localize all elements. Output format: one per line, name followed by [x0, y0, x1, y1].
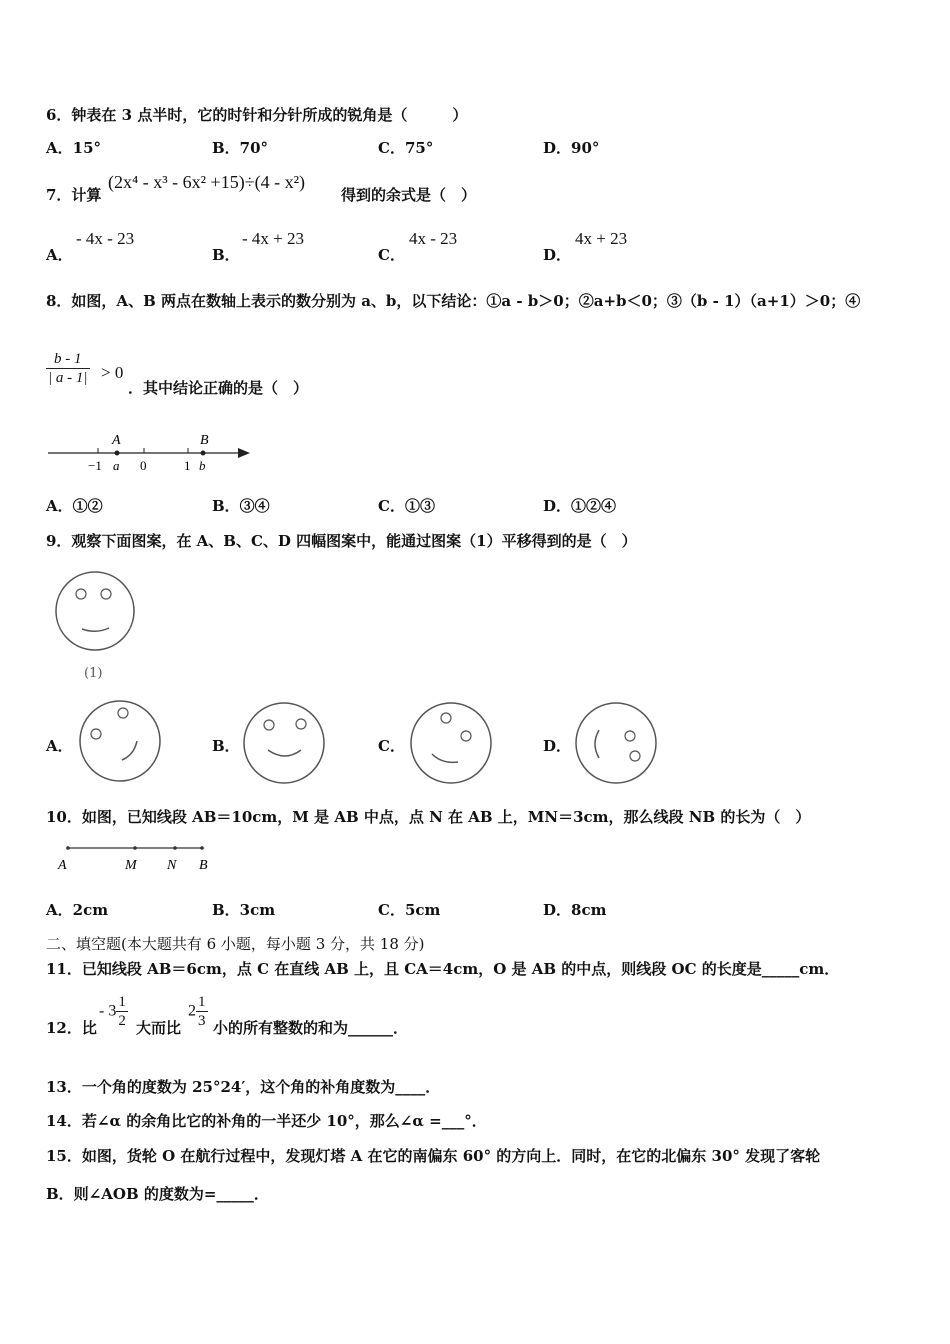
q7-suffix: 得到的余式是（ ）: [341, 186, 477, 204]
q8-fraction-numerator: b - 1: [46, 350, 90, 369]
face-outline: [411, 703, 491, 783]
q7-option-c-letter: C．: [378, 246, 405, 264]
q11-stem: 11．已知线段 AB＝6cm，点 C 在直线 AB 上，且 CA＝4cm，O 是 AB 的中点，则线段 OC 的长度是_____cm．: [46, 960, 840, 978]
q8-fraction-denominator: | a - 1|: [48, 370, 88, 386]
q10-option-b: B．3cm: [212, 901, 276, 919]
q7-option-d-value: 4x + 23: [575, 229, 628, 248]
tick-label-zero: 0: [140, 458, 147, 473]
q12-mixed-number-1: [99, 993, 128, 1030]
q13-stem: 13．一个角的度数为 25°24′，这个角的补角度数为____．: [46, 1078, 441, 1096]
q12-n2-whole: 2: [188, 1002, 196, 1020]
face-outline: [56, 572, 134, 650]
q12-n1-whole: - 3: [99, 1002, 117, 1020]
tick-label-minus-one: −1: [88, 458, 102, 473]
q8-option-b: B．③④: [212, 497, 270, 515]
q6-option-c: C．75°: [378, 139, 434, 157]
q9-option-d-face: [575, 702, 659, 786]
q7-option-a-value: - 4x - 23: [76, 229, 135, 248]
mouth: [595, 730, 599, 758]
q7-option-b-value: - 4x + 23: [242, 229, 304, 248]
q8-stem-tail: ．其中结论正确的是（ ）: [128, 379, 309, 397]
q8-fraction-condition: [46, 350, 90, 387]
q8-option-d: D．①②④: [543, 497, 617, 515]
q14-stem: 14．若∠α 的余角比它的补角的一半还少 10°，那么∠α =___°．: [46, 1112, 487, 1130]
q10-segment-figure: [54, 838, 224, 874]
tick-label-a: a: [113, 458, 120, 473]
q9-option-a-letter: A．: [46, 737, 73, 755]
point-b: [201, 451, 206, 456]
q7-option-a-letter: A．: [46, 246, 73, 264]
left-eye: [76, 589, 86, 599]
q12-n1-den: 2: [118, 1013, 126, 1029]
q15-line-1: 15．如图，货轮 O 在航行过程中，发现灯塔 A 在它的南偏东 60° 的方向上．同时，在它的北偏东 30° 发现了客轮: [46, 1147, 821, 1165]
eye-2: [630, 751, 640, 761]
q8-fraction-relation: > 0: [101, 363, 124, 382]
q9-option-c-face: [410, 702, 494, 786]
mouth: [432, 754, 458, 762]
number-line-arrow: [238, 448, 250, 458]
label-M: M: [125, 858, 137, 873]
mouth: [82, 628, 109, 631]
label-B: B: [199, 858, 208, 873]
q7-prefix: 7．计算: [46, 186, 102, 204]
eye-1: [91, 729, 101, 739]
q8-stem: 8．如图，A、B 两点在数轴上表示的数分别为 a、b，以下结论：①a - b＞0；②a+b＜0；③（b - 1）（a+1）＞0；④: [46, 292, 861, 310]
q7-option-b-letter: B．: [212, 246, 240, 264]
label-A: A: [58, 858, 67, 873]
q8-option-c: C．①③: [378, 497, 435, 515]
mouth: [268, 750, 301, 756]
face-outline: [80, 701, 160, 781]
q12-n1-num: 1: [118, 994, 126, 1010]
q12-suffix: 小的所有整数的和为______．: [213, 1019, 409, 1037]
q12-n1-fraction: [116, 993, 128, 1030]
point-N: [173, 846, 177, 850]
eye-2: [118, 708, 128, 718]
q12-middle: 大而比: [136, 1019, 182, 1037]
q7-option-c-value: 4x - 23: [409, 229, 458, 248]
eye-1: [625, 731, 635, 741]
eye-2: [461, 731, 471, 741]
q6-option-b: B．70°: [212, 139, 269, 157]
q10-stem: 10．如图，已知线段 AB＝10cm，M 是 AB 中点，点 N 在 AB 上，MN＝3cm，那么线段 NB 的长为（ ）: [46, 808, 811, 826]
left-eye: [264, 720, 274, 730]
q12-mixed-number-2: [188, 993, 208, 1030]
point-M: [133, 846, 137, 850]
eye-1: [441, 713, 451, 723]
q9-option-c-letter: C．: [378, 737, 405, 755]
face-outline: [244, 703, 324, 783]
right-eye: [296, 719, 306, 729]
right-eye: [101, 589, 111, 599]
q8-option-a: A．①②: [46, 497, 103, 515]
q12-n2-den: 3: [198, 1013, 206, 1029]
q10-option-c: C．5cm: [378, 901, 441, 919]
label-B: B: [200, 433, 209, 448]
q7-option-d-letter: D．: [543, 246, 572, 264]
q9-figure-1-face: [54, 570, 138, 654]
tick-label-one: 1: [184, 458, 191, 473]
q9-option-a-face: [79, 700, 163, 784]
q15-line-2: B．则∠AOB 的度数为=_____．: [46, 1185, 269, 1203]
mouth: [122, 741, 137, 760]
q6-stem: 6．钟表在 3 点半时，它的时针和分针所成的锐角是（ ）: [46, 106, 468, 124]
q9-option-b-face: [243, 702, 327, 786]
label-A: A: [112, 433, 121, 448]
point-B: [200, 846, 204, 850]
point-A: [66, 846, 70, 850]
q9-option-b-letter: B．: [212, 737, 240, 755]
q12-n2-num: 1: [198, 994, 206, 1010]
point-a: [115, 451, 120, 456]
section-2-heading: 二、填空题(本大题共有 6 小题，每小题 3 分，共 18 分): [46, 935, 425, 953]
tick-label-b: b: [199, 458, 206, 473]
q9-stem: 9．观察下面图案，在 A、B、C、D 四幅图案中，能通过图案（1）平移得到的是（ ）: [46, 532, 637, 550]
q6-option-a: A．15°: [46, 139, 102, 157]
q7-expression: (2x⁴ - x³ - 6x² +15)÷(4 - x²): [108, 172, 305, 192]
label-N: N: [167, 858, 177, 873]
q9-option-d-letter: D．: [543, 737, 572, 755]
q6-option-d: D．90°: [543, 139, 600, 157]
face-outline: [576, 703, 656, 783]
q10-option-d: D．8cm: [543, 901, 607, 919]
q12-prefix: 12．比: [46, 1019, 97, 1037]
q8-fraction: [46, 350, 90, 387]
q10-option-a: A．2cm: [46, 901, 109, 919]
q8-number-line: [46, 428, 256, 478]
q12-n2-fraction: [196, 993, 208, 1030]
q9-figure-1-label: (1): [84, 666, 103, 681]
